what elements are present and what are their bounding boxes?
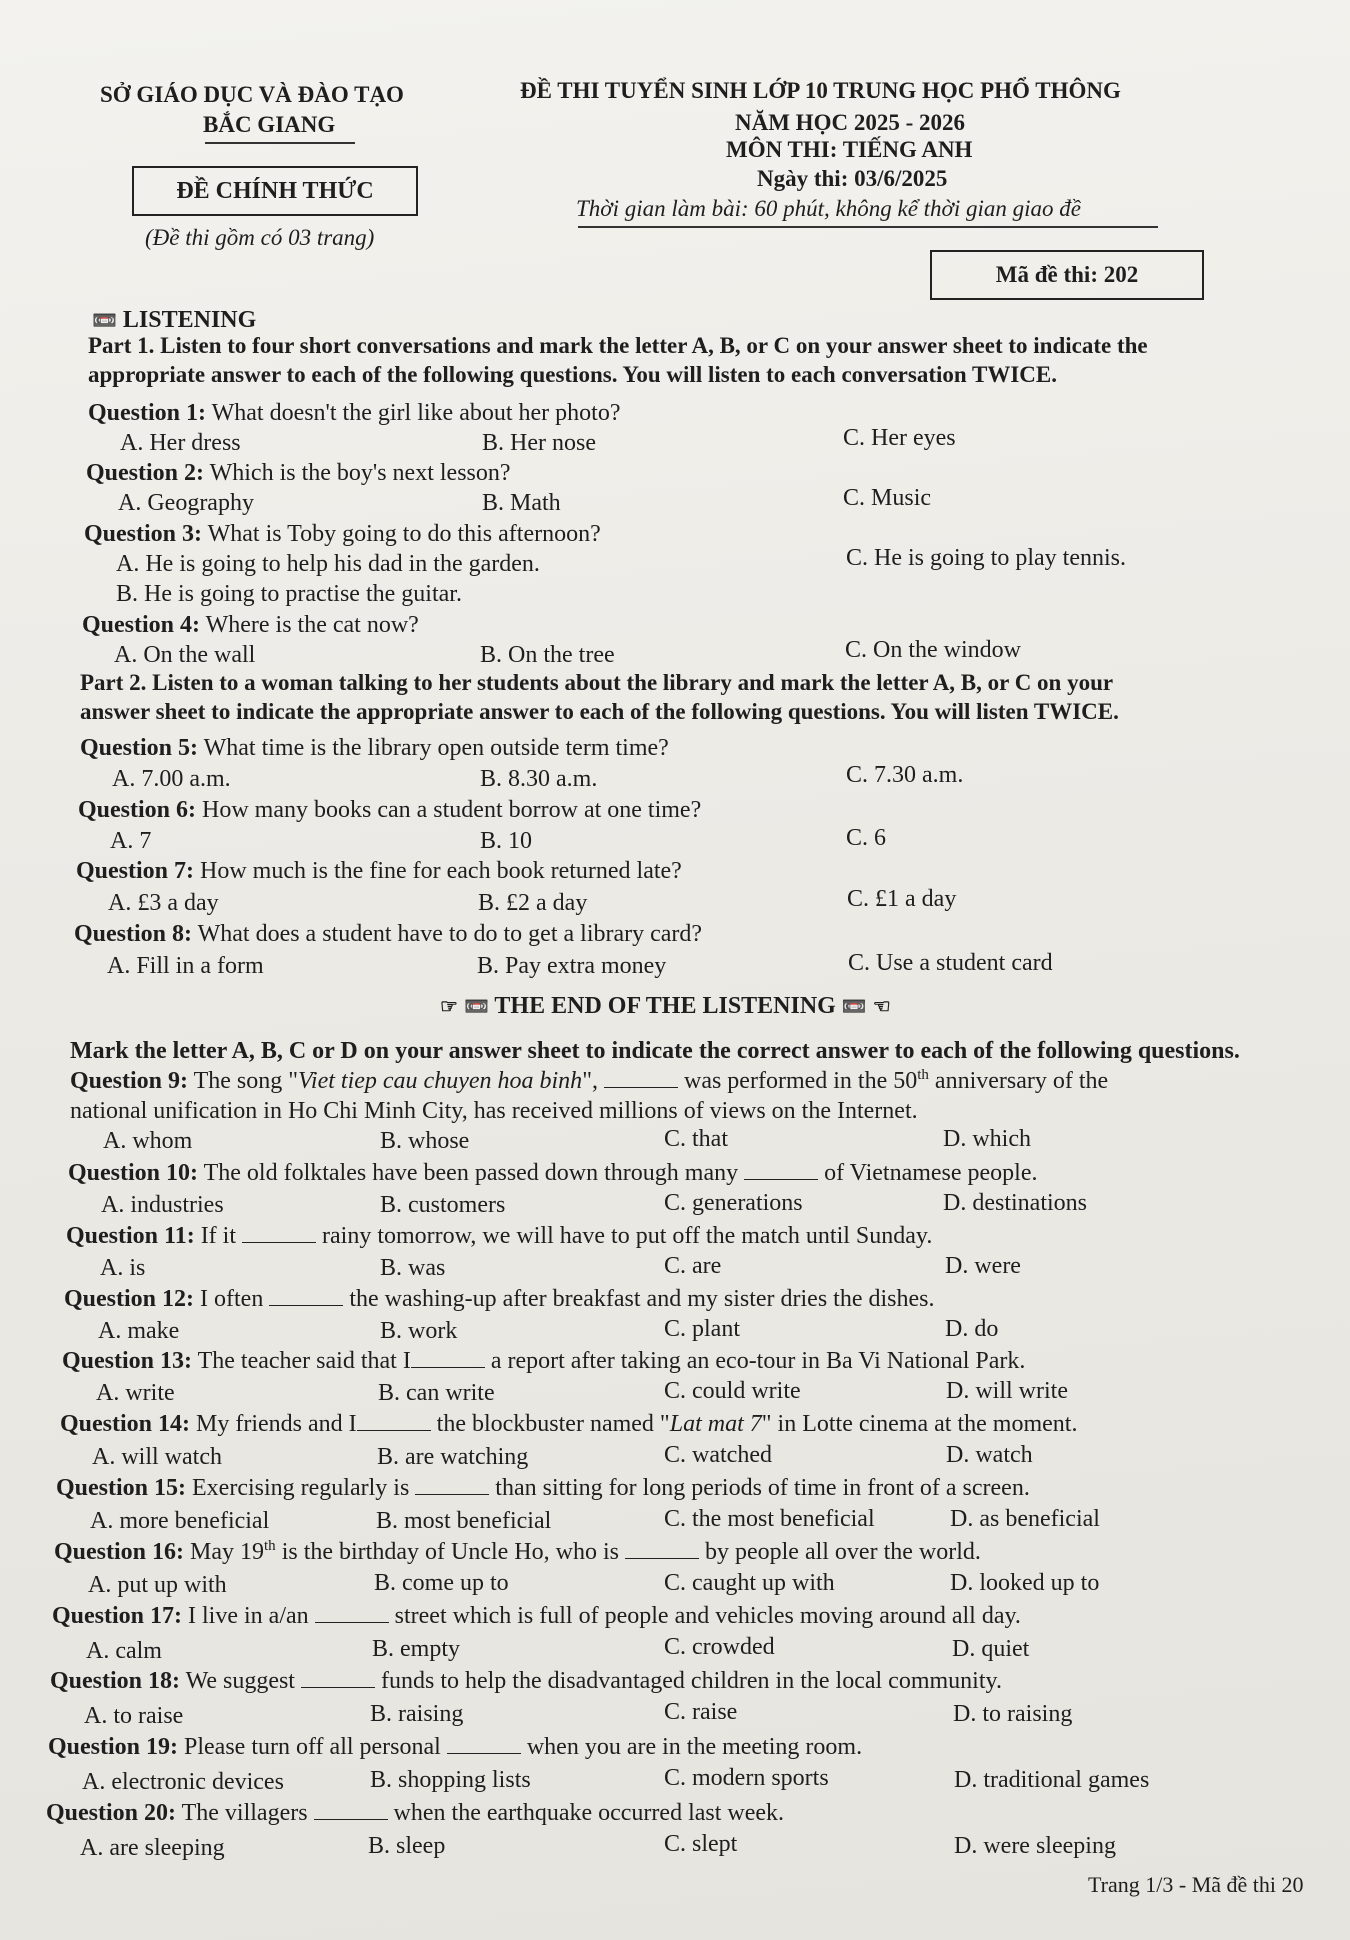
part1-instruction-line2: appropriate answer to each of the following questions. You will listen to each conversation TWICE. <box>88 362 1058 387</box>
q17-option-b[interactable]: B. empty <box>372 1636 460 1662</box>
q16-option-a[interactable]: A. put up with <box>88 1572 227 1598</box>
q18-option-b[interactable]: B. raising <box>370 1701 464 1727</box>
school-year: NĂM HỌC 2025 - 2026 <box>735 110 965 135</box>
q2-option-a[interactable]: A. Geography <box>118 490 254 516</box>
q11-option-b[interactable]: B. was <box>380 1255 446 1281</box>
listening-end <box>440 993 891 1020</box>
q13-option-c[interactable]: C. could write <box>664 1378 801 1404</box>
q13-option-a[interactable]: A. write <box>96 1380 175 1406</box>
q17-option-c[interactable]: C. crowded <box>664 1634 775 1660</box>
q16-option-c[interactable]: C. caught up with <box>664 1570 835 1596</box>
q8-option-a[interactable]: A. Fill in a form <box>107 953 264 979</box>
q2-option-b[interactable]: B. Math <box>482 490 561 516</box>
question-9: Question 9: The song "Viet tiep cau chuyen hoa binh", was performed in the 50th anniversary of the <box>70 1067 1109 1094</box>
q10-option-a[interactable]: A. industries <box>101 1192 224 1218</box>
q12-option-d[interactable]: D. do <box>945 1316 999 1342</box>
q16-option-d[interactable]: D. looked up to <box>950 1570 1100 1596</box>
q9-option-c[interactable]: C. that <box>664 1126 728 1152</box>
q2-option-c[interactable]: C. Music <box>843 485 932 511</box>
question-2: Question 2: Which is the boy's next lesson? <box>86 460 511 486</box>
q14-option-b[interactable]: B. are watching <box>377 1444 529 1470</box>
question-14: Question 14: My friends and I the blockbuster named "Lat mat 7" in Lotte cinema at the moment. <box>60 1411 1078 1437</box>
q17-option-d[interactable]: D. quiet <box>952 1636 1030 1662</box>
question-19: Question 19: Please turn off all personal when you are in the meeting room. <box>48 1734 863 1760</box>
question-12: Question 12: I often the washing-up after breakfast and my sister dries the dishes. <box>64 1286 935 1312</box>
question-3: Question 3: What is Toby going to do this afternoon? <box>84 521 601 547</box>
q1-option-c[interactable]: C. Her eyes <box>843 425 956 451</box>
question-1: Question 1: What doesn't the girl like about her photo? <box>88 400 621 426</box>
q14-option-c[interactable]: C. watched <box>664 1442 772 1468</box>
q12-option-a[interactable]: A. make <box>98 1318 180 1344</box>
q7-option-a[interactable]: A. £3 a day <box>108 890 219 916</box>
q20-option-d[interactable]: D. were sleeping <box>954 1833 1116 1859</box>
q3-option-c[interactable]: C. He is going to play tennis. <box>846 545 1126 571</box>
exam-title: ĐỀ THI TUYỂN SINH LỚP 10 TRUNG HỌC PHỔ THÔNG <box>520 78 1121 103</box>
listening-heading <box>92 307 256 334</box>
q5-option-b[interactable]: B. 8.30 a.m. <box>480 766 598 792</box>
province-name: BẮC GIANG <box>203 112 336 137</box>
q8-option-b[interactable]: B. Pay extra money <box>477 953 667 979</box>
q10-option-d[interactable]: D. destinations <box>943 1190 1087 1216</box>
question-9-line2: national unification in Ho Chi Minh City, has received millions of views on the Internet. <box>70 1098 918 1124</box>
headphones-icon: 📼 <box>463 996 489 1018</box>
question-11: Question 11: If it rainy tomorrow, we will have to put off the match until Sunday. <box>66 1223 933 1249</box>
listening-end-text: THE END OF THE LISTENING <box>494 993 836 1019</box>
q9-option-d[interactable]: D. which <box>943 1126 1031 1152</box>
part1-instruction-line1: Part 1. Listen to four short conversations and mark the letter A, B, or C on your answer sheet to indicate the <box>88 333 1148 358</box>
question-13: Question 13: The teacher said that I a report after taking an eco-tour in Ba Vi National Park. <box>62 1348 1026 1374</box>
q19-option-a[interactable]: A. electronic devices <box>82 1769 284 1795</box>
exam-date: Ngày thi: 03/6/2025 <box>757 166 948 191</box>
q12-option-c[interactable]: C. plant <box>664 1316 740 1342</box>
question-16: Question 16: May 19th is the birthday of Uncle Ho, who is by people all over the world. <box>54 1538 981 1565</box>
q3-option-a[interactable]: A. He is going to help his dad in the garden. <box>116 551 540 577</box>
q3-option-b[interactable]: B. He is going to practise the guitar. <box>116 581 462 607</box>
q1-option-a[interactable]: A. Her dress <box>120 430 241 456</box>
q16-option-b[interactable]: B. come up to <box>374 1570 509 1596</box>
q9-option-b[interactable]: B. whose <box>380 1128 470 1154</box>
q8-option-c[interactable]: C. Use a student card <box>848 950 1053 976</box>
q9-option-a[interactable]: A. whom <box>103 1128 193 1154</box>
q15-option-d[interactable]: D. as beneficial <box>950 1506 1100 1532</box>
q7-option-c[interactable]: C. £1 a day <box>847 886 957 912</box>
official-exam-box: ĐỀ CHÍNH THỨC <box>132 166 418 216</box>
q10-option-c[interactable]: C. generations <box>664 1190 803 1216</box>
section-instruction: Mark the letter A, B, C or D on your answer sheet to indicate the correct answer to each of the following questions. <box>70 1038 1240 1064</box>
q17-option-a[interactable]: A. calm <box>86 1638 162 1664</box>
question-5: Question 5: What time is the library open outside term time? <box>80 735 669 761</box>
q19-option-c[interactable]: C. modern sports <box>664 1765 829 1791</box>
q18-option-c[interactable]: C. raise <box>664 1699 738 1725</box>
q19-option-b[interactable]: B. shopping lists <box>370 1767 531 1793</box>
q10-option-b[interactable]: B. customers <box>380 1192 506 1218</box>
question-7: Question 7: How much is the fine for each book returned late? <box>76 858 682 884</box>
q15-option-c[interactable]: C. the most beneficial <box>664 1506 875 1532</box>
q6-option-c[interactable]: C. 6 <box>846 825 887 851</box>
question-15: Question 15: Exercising regularly is than sitting for long periods of time in front of a screen. <box>56 1475 1030 1501</box>
q15-option-b[interactable]: B. most beneficial <box>376 1508 552 1534</box>
q5-option-c[interactable]: C. 7.30 a.m. <box>846 762 964 788</box>
part2-instruction-line2: answer sheet to indicate the appropriate answer to each of the following questions. You will listen TWICE. <box>80 699 1119 724</box>
q11-option-a[interactable]: A. is <box>100 1255 146 1281</box>
q1-option-b[interactable]: B. Her nose <box>482 430 596 456</box>
q20-option-c[interactable]: C. slept <box>664 1831 738 1857</box>
time-allowed: Thời gian làm bài: 60 phút, không kể thời gian giao đề <box>576 196 1081 221</box>
exam-code-box: Mã đề thi: 202 <box>930 250 1204 300</box>
q18-option-d[interactable]: D. to raising <box>953 1701 1073 1727</box>
question-17: Question 17: I live in a/an street which is full of people and vehicles moving around all day. <box>52 1603 1021 1629</box>
q5-option-a[interactable]: A. 7.00 a.m. <box>112 766 231 792</box>
page-footer: Trang 1/3 - Mã đề thi 20 <box>1088 1872 1304 1897</box>
headphones-icon: 📼 <box>92 310 117 332</box>
part2-instruction-line1: Part 2. Listen to a woman talking to her students about the library and mark the letter A, B, or C on your <box>80 670 1114 695</box>
q11-option-c[interactable]: C. are <box>664 1253 722 1279</box>
q7-option-b[interactable]: B. £2 a day <box>478 890 588 916</box>
q20-option-b[interactable]: B. sleep <box>368 1833 446 1859</box>
q4-option-b[interactable]: B. On the tree <box>480 642 615 668</box>
question-18: Question 18: We suggest funds to help the disadvantaged children in the local community. <box>50 1668 1002 1694</box>
listening-title: LISTENING <box>122 307 257 333</box>
question-4: Question 4: Where is the cat now? <box>82 612 419 638</box>
q14-option-a[interactable]: A. will watch <box>92 1444 222 1470</box>
q18-option-a[interactable]: A. to raise <box>84 1703 184 1729</box>
question-20: Question 20: The villagers when the earthquake occurred last week. <box>46 1800 785 1826</box>
q15-option-a[interactable]: A. more beneficial <box>90 1508 270 1534</box>
q13-option-b[interactable]: B. can write <box>378 1380 495 1406</box>
time-underline <box>578 226 1158 228</box>
pointing-hand-icon: ☜ <box>872 996 891 1018</box>
department-name: SỞ GIÁO DỤC VÀ ĐÀO TẠO <box>100 82 404 107</box>
pages-note: (Đề thi gồm có 03 trang) <box>145 225 375 250</box>
q4-option-c[interactable]: C. On the window <box>845 637 1021 663</box>
pointing-hand-icon: ☞ <box>440 996 458 1018</box>
q12-option-b[interactable]: B. work <box>380 1318 458 1344</box>
question-10: Question 10: The old folktales have been passed down through many of Vietnamese people. <box>68 1160 1038 1186</box>
question-8: Question 8: What does a student have to do to get a library card? <box>74 921 703 947</box>
question-6: Question 6: How many books can a student borrow at one time? <box>78 797 702 823</box>
headphones-icon: 📼 <box>841 996 867 1018</box>
province-underline <box>205 142 355 144</box>
q20-option-a[interactable]: A. are sleeping <box>80 1835 225 1861</box>
q6-option-a[interactable]: A. 7 <box>110 828 152 854</box>
q6-option-b[interactable]: B. 10 <box>480 828 533 854</box>
q4-option-a[interactable]: A. On the wall <box>114 642 256 668</box>
q14-option-d[interactable]: D. watch <box>946 1442 1033 1468</box>
q11-option-d[interactable]: D. were <box>945 1253 1021 1279</box>
q13-option-d[interactable]: D. will write <box>946 1378 1068 1404</box>
q19-option-d[interactable]: D. traditional games <box>954 1767 1150 1793</box>
subject: MÔN THI: TIẾNG ANH <box>726 137 973 162</box>
